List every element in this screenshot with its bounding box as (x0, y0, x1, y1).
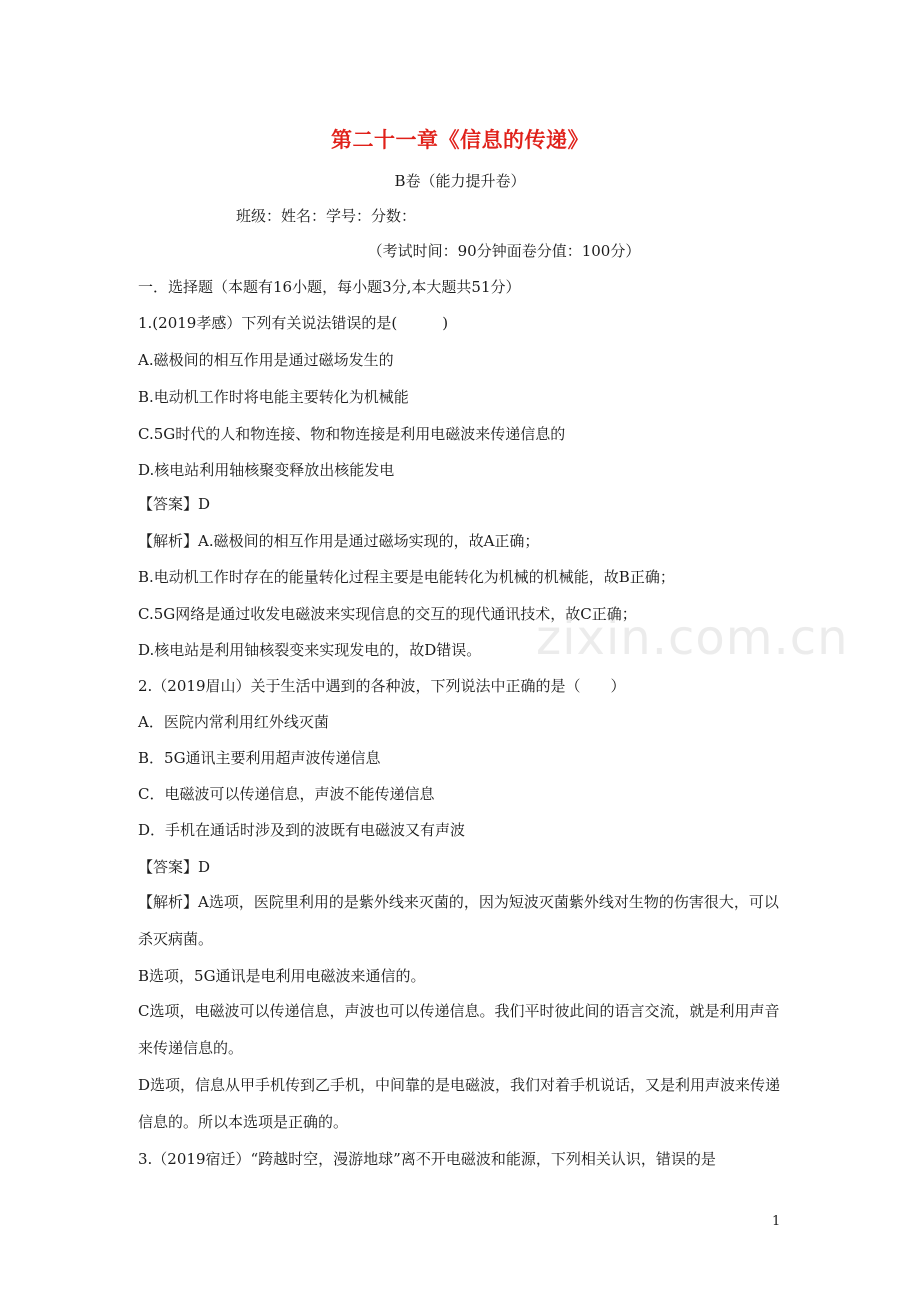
question-1-analysis: B.电动机工作时存在的能量转化过程主要是电能转化为机械的机械能，故B正确； (138, 568, 675, 586)
question-2-analysis: 【解析】A选项，医院里利用的是紫外线来灭菌的，因为短波灭菌紫外线对生物的伤害很大，可以杀灭病菌。 (138, 893, 779, 948)
student-info: 班级：姓名：学号：分数： (236, 207, 417, 225)
question-2-option-d: D．手机在通话时涉及到的波既有电磁波又有声波 (138, 821, 466, 839)
question-1-analysis: C.5G网络是通过收发电磁波来实现信息的交互的现代通讯技术，故C正确； (138, 605, 637, 623)
page-number: 1 (772, 1214, 781, 1229)
question-2-option-c: C．电磁波可以传递信息，声波不能传递信息 (138, 785, 435, 803)
question-1-stem: 1.(2019孝感）下列有关说法错误的是( ) (138, 314, 449, 332)
question-1-analysis: 【解析】A.磁极间的相互作用是通过磁场实现的，故A正确； (138, 532, 540, 550)
question-2-analysis: D选项，信息从甲手机传到乙手机，中间靠的是电磁波，我们对着手机说话，又是利用声波来传递信息的。所以本选项是正确的。 (138, 1076, 781, 1131)
question-1-option-c: C.5G时代的人和物连接、物和物连接是利用电磁波来传递信息的 (138, 425, 566, 443)
question-1-analysis: D.核电站是利用铀核裂变来实现发电的，故D错误。 (138, 641, 482, 659)
question-2-analysis: C选项，电磁波可以传递信息，声波也可以传递信息。我们平时彼此间的语言交流，就是利用声音来传递信息的。 (138, 1002, 780, 1057)
page-title: 第二十一章《信息的传递》 (331, 127, 589, 152)
exam-time: （考试时间：90分钟面卷分值：100分） (367, 242, 641, 260)
question-2-answer: 【答案】D (138, 858, 211, 876)
question-2-option-b: B．5G通讯主要利用超声波传递信息 (138, 749, 381, 767)
question-1-option-d: D.核电站利用轴核聚变释放出核能发电 (138, 461, 395, 479)
question-1-option-a: A.磁极间的相互作用是通过磁场发生的 (138, 351, 394, 369)
subtitle: B卷（能力提升卷） (394, 172, 526, 190)
section-heading: 一．选择题（本题有16小题，每小题3分,本大题共51分） (138, 278, 521, 296)
question-2-stem: 2.（2019眉山）关于生活中遇到的各种波，下列说法中正确的是（ ） (138, 677, 626, 695)
question-2-analysis: B选项，5G通讯是电利用电磁波来通信的。 (138, 967, 426, 985)
question-3-stem: 3.（2019宿迁）“跨越时空，漫游地球”离不开电磁波和能源，下列相关认识，错误的是 (138, 1150, 716, 1168)
question-1-answer: 【答案】D (138, 495, 211, 513)
watermark: zixin.com.cn (536, 610, 849, 666)
question-1-option-b: B.电动机工作时将电能主要转化为机械能 (138, 388, 409, 406)
question-2-option-a: A．医院内常利用红外线灭菌 (138, 713, 329, 731)
